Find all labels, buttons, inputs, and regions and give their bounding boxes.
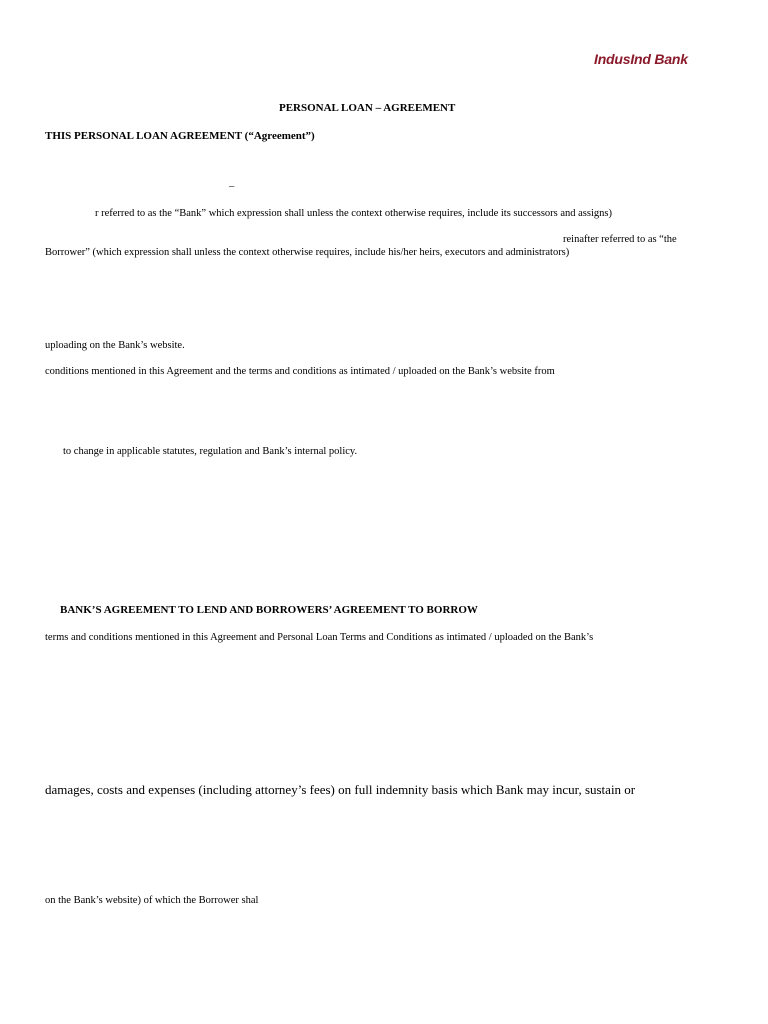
website-upload-line: uploading on the Bank’s website. bbox=[45, 340, 185, 351]
bank-definition-line: r referred to as the “Bank” which expression shall unless the context otherwise requires, include its successors and assigns) bbox=[95, 208, 612, 219]
dash-fragment: – bbox=[229, 181, 235, 192]
borrower-fragment-line: reinafter referred to as “the bbox=[563, 234, 677, 245]
terms-conditions-line: conditions mentioned in this Agreement and the terms and conditions as intimated / uploaded on the Bank’s website from bbox=[45, 366, 555, 377]
borrower-definition-line: Borrower” (which expression shall unless the context otherwise requires, include his/her heirs, executors and administrators) bbox=[45, 247, 570, 258]
document-title: PERSONAL LOAN – AGREEMENT bbox=[279, 102, 456, 114]
section-heading-lend-borrow: BANK’S AGREEMENT TO LEND AND BORROWERS’ AGREEMENT TO BORROW bbox=[60, 604, 478, 616]
applicable-statutes-line: to change in applicable statutes, regulation and Bank’s internal policy. bbox=[63, 446, 358, 457]
intro-heading: THIS PERSONAL LOAN AGREEMENT (“Agreement”) bbox=[45, 130, 315, 142]
website-borrower-line: on the Bank’s website) of which the Borrower shal bbox=[45, 895, 259, 906]
section-terms-line: terms and conditions mentioned in this Agreement and Personal Loan Terms and Conditions as intimated / uploaded on the Bank’s bbox=[45, 632, 594, 643]
damages-line: damages, costs and expenses (including attorney’s fees) on full indemnity basis which Bank may incur, sustain or bbox=[45, 782, 636, 797]
indusind-bank-logo: IndusInd Bank bbox=[594, 51, 688, 67]
